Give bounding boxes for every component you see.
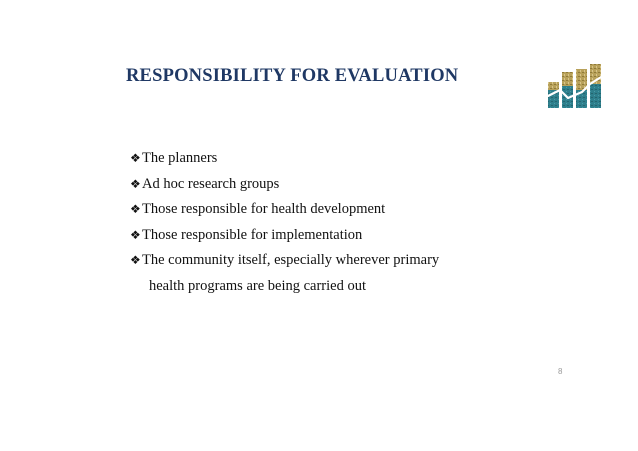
diamond-bullet-icon: ❖ [130, 253, 141, 267]
list-item-continuation [130, 274, 439, 300]
bullet-text: Those responsible for implementation [142, 226, 363, 243]
diamond-bullet-icon: ❖ [130, 151, 141, 165]
bullet-continuation-text: health programs are being carried out [149, 277, 367, 294]
list-item [130, 248, 439, 274]
bullet-text: Those responsible for health development [142, 201, 386, 217]
bullet-text: The planners [142, 150, 218, 166]
list-item [130, 146, 439, 172]
diamond-bullet-icon: ❖ [130, 202, 141, 216]
slide-title: RESPONSIBILITY FOR EVALUATION [126, 66, 459, 86]
bullet-list [130, 146, 439, 299]
diamond-bullet-icon: ❖ [130, 227, 141, 242]
bullet-text: The community itself, especially wherever primary [142, 252, 440, 268]
page-number: 8 [558, 367, 563, 376]
list-item [130, 172, 439, 198]
diamond-bullet-icon: ❖ [130, 176, 141, 191]
list-item [130, 223, 439, 249]
bar-chart-trend-icon [546, 60, 608, 108]
list-item [130, 197, 439, 223]
bullet-text: Ad hoc research groups [142, 175, 280, 192]
